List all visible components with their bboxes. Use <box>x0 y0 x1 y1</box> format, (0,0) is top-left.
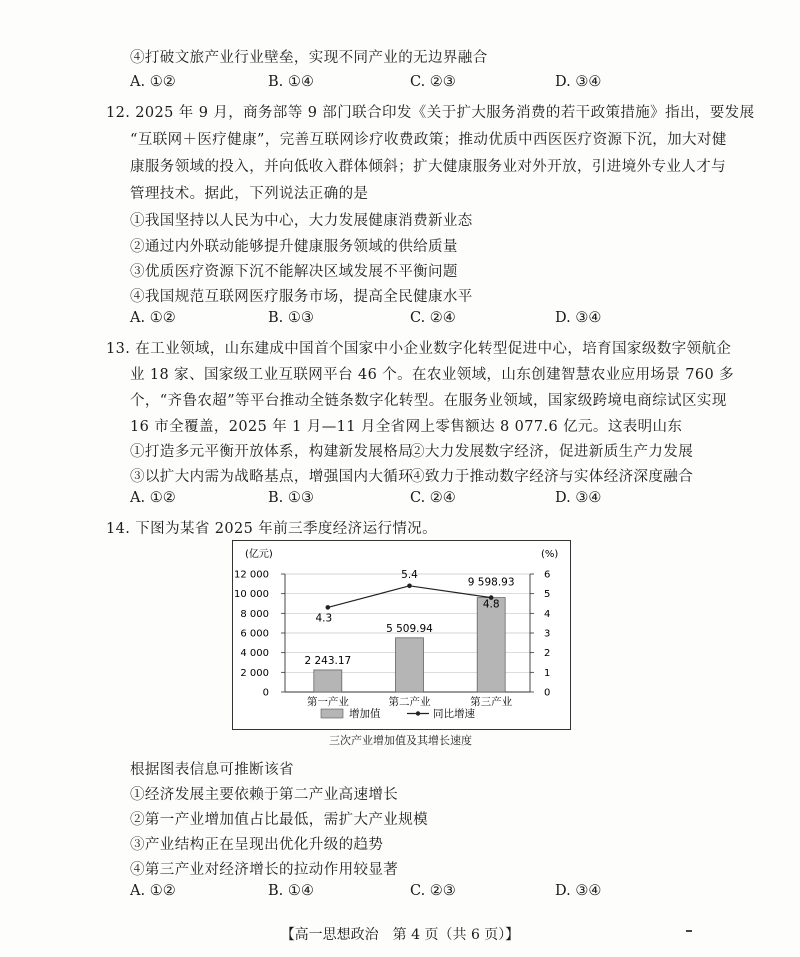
y-right-unit: (%) <box>541 549 559 560</box>
q11-option-c: C. ②③ <box>410 74 456 90</box>
x-tick-label: 第三产业 <box>470 696 513 708</box>
q13-option-c: C. ②④ <box>410 490 456 506</box>
x-tick-label: 第二产业 <box>388 696 431 708</box>
q13-stem-line-4: 16 市全覆盖，2025 年 1 月—11 月全省网上零售额达 8 077.6 亿元。这表明山东 <box>130 419 683 435</box>
q13-statement-3: ③以扩大内需为战略基点，增强国内大循环 <box>130 469 414 485</box>
q12-statement-1: ①我国坚持以人民为中心，大力发展健康消费新业态 <box>130 213 473 229</box>
q14-option-d: D. ③④ <box>555 883 602 899</box>
bar-3 <box>477 598 505 692</box>
q14-statement-4: ④第三产业对经济增长的拉动作用较显著 <box>130 862 399 878</box>
y-left-tick: 6 000 <box>240 628 269 640</box>
q13-option-a: A. ①② <box>130 490 176 506</box>
legend-bar-label: 增加值 <box>349 708 381 720</box>
q12-stem-line-1: 12. 2025 年 9 月，商务部等 9 部门联合印发《关于扩大服务消费的若干政策措施》指出，要发展 <box>106 105 755 121</box>
y-left-tick: 12 000 <box>234 569 269 581</box>
y-right-tick: 0 <box>544 687 551 699</box>
q12-option-a: A. ①② <box>130 310 176 326</box>
y-right-tick: 1 <box>544 667 551 679</box>
corner-mark <box>686 930 692 932</box>
q12-option-d: D. ③④ <box>555 310 602 326</box>
q13-statement-1: ①打造多元平衡开放体系，构建新发展格局 <box>130 444 414 460</box>
y-left-unit: (亿元) <box>245 549 273 560</box>
q13-statement-4: ④致力于推动数字经济与实体经济深度融合 <box>410 469 694 485</box>
q14-statement-1: ①经济发展主要依赖于第二产业高速增长 <box>130 787 399 803</box>
growth-value-label: 4.8 <box>482 598 500 611</box>
bar-value-label: 5 509.94 <box>386 622 433 635</box>
q12-statement-4: ④我国规范互联网医疗服务市场，提高全民健康水平 <box>130 289 473 305</box>
growth-point <box>326 605 331 610</box>
q12-stem-line-3: 康服务领域的投入，并向低收入群体倾斜；扩大健康服务业对外开放，引进境外专业人才与 <box>130 159 726 175</box>
q14-statement-2: ②第一产业增加值占比最低，需扩大产业规模 <box>130 812 428 828</box>
y-left-tick: 4 000 <box>240 648 269 660</box>
legend-bar-swatch <box>321 709 343 718</box>
q12-option-c: C. ②④ <box>410 310 456 326</box>
bar-value-label: 9 598.93 <box>467 576 515 589</box>
chart-caption: 三次产业增加值及其增长速度 <box>329 734 472 747</box>
growth-line <box>328 586 491 608</box>
q13-stem-line-3: 个，“齐鲁农超”等平台推动全链条数字化转型。在服务业领域，国家级跨境电商综试区实现 <box>130 393 727 409</box>
y-right-tick: 4 <box>544 608 551 620</box>
q13-stem-line-1: 13. 在工业领域，山东建成中国首个国家中小企业数字化转型促进中心，培育国家级数字领航企 <box>106 341 732 357</box>
bar-2 <box>396 638 424 692</box>
y-left-tick: 10 000 <box>234 589 269 601</box>
q14-stem: 14. 下图为某省 2025 年前三季度经济运行情况。 <box>106 521 438 537</box>
legend-line-label: 同比增速 <box>433 708 475 720</box>
bar-value-label: 2 243.17 <box>304 654 352 667</box>
y-right-tick: 5 <box>544 589 551 601</box>
q14-prompt: 根据图表信息可推断该省 <box>130 762 294 778</box>
q13-stem-line-2: 业 18 家、国家级工业互联网平台 46 个。在农业领域，山东创建智慧农业应用场景 760 多 <box>130 367 735 383</box>
q12-option-b: B. ①③ <box>268 310 314 326</box>
q12-stem-line-2: “互联网＋医疗健康”，完善互联网诊疗收费政策；推动优质中西医医疗资源下沉，加大对健 <box>130 132 727 148</box>
legend-line-marker <box>416 711 420 715</box>
q11-option-b: B. ①④ <box>268 74 314 90</box>
q12-statement-2: ②通过内外联动能够提升健康服务领域的供给质量 <box>130 239 458 255</box>
y-left-tick: 0 <box>262 687 269 699</box>
economy-chart-svg <box>233 541 570 729</box>
growth-point <box>407 584 412 589</box>
q13-statement-2: ②大力发展数字经济，促进新质生产力发展 <box>410 444 694 460</box>
q12-stem-line-4: 管理技术。据此，下列说法正确的是 <box>130 186 369 202</box>
q11-statement-4: ④打破文旅产业行业壁垒，实现不同产业的无边界融合 <box>130 50 488 66</box>
growth-value-label: 4.3 <box>315 612 333 625</box>
y-left-tick: 2 000 <box>240 667 269 679</box>
q14-option-a: A. ①② <box>130 883 176 899</box>
q11-option-a: A. ①② <box>130 74 176 90</box>
y-right-tick: 6 <box>544 569 551 581</box>
q13-option-b: B. ①③ <box>268 490 314 506</box>
page-footer: 【高一思想政治 第 4 页（共 6 页）】 <box>280 927 520 943</box>
q14-statement-3: ③产业结构正在呈现出优化升级的趋势 <box>130 837 384 853</box>
q14-option-c: C. ②③ <box>410 883 456 899</box>
bar-1 <box>314 670 342 692</box>
q11-option-d: D. ③④ <box>555 74 602 90</box>
x-tick-label: 第一产业 <box>306 696 349 708</box>
y-right-tick: 3 <box>544 628 551 640</box>
growth-value-label: 5.4 <box>401 568 418 581</box>
y-left-tick: 8 000 <box>240 608 269 620</box>
q14-option-b: B. ①④ <box>268 883 314 899</box>
q12-statement-3: ③优质医疗资源下沉不能解决区域发展不平衡问题 <box>130 264 458 280</box>
q13-option-d: D. ③④ <box>555 490 602 506</box>
y-right-tick: 2 <box>544 648 551 660</box>
economy-chart <box>232 540 571 730</box>
